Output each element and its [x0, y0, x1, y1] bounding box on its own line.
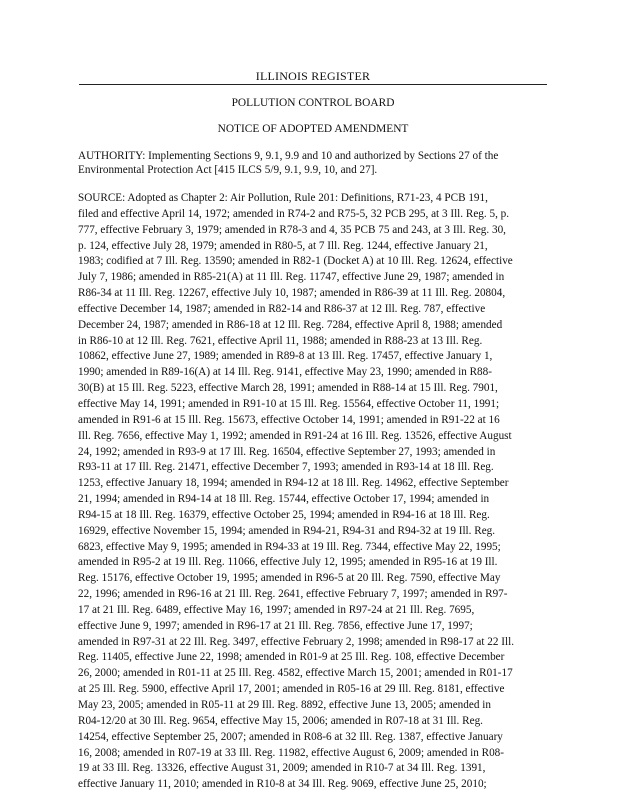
source-line: effective January 11, 2010; amended in R10-8 at 34 Ill. Reg. 9069, effective June 25, 2010; [78, 778, 487, 791]
source-line: 30(B) at 15 Ill. Reg. 5223, effective March 28, 1991; amended in R88-14 at 15 Ill. Reg. 7901, [78, 382, 498, 395]
source-line: R86-34 at 11 Ill. Reg. 12267, effective July 10, 1987; amended in R86-39 at 11 Ill. Reg. 20804, [78, 287, 506, 300]
source-line: 1983; codified at 7 Ill. Reg. 13590; amended in R82-1 (Docket A) at 10 Ill. Reg. 12624, effective [78, 255, 513, 268]
authority-line: Environmental Protection Act [415 ILCS 5/9, 9.1, 9.9, 10, and 27]. [78, 163, 378, 176]
source-line: Ill. Reg. 7656, effective May 1, 1992; amended in R91-24 at 16 Ill. Reg. 13526, effective August [78, 429, 512, 442]
source-paragraph [78, 191, 550, 793]
source-line: 17 at 21 Ill. Reg. 6489, effective May 16, 1997; amended in R97-24 at 21 Ill. Reg. 7695, [78, 603, 475, 616]
source-line: May 23, 2005; amended in R05-11 at 29 Ill. Reg. 8892, effective June 13, 2005; amended in [78, 699, 491, 711]
source-line: amended in R97-31 at 22 Ill. Reg. 3497, effective February 2, 1998; amended in R98-17 at 22 Ill. [78, 635, 515, 648]
source-line: 21, 1994; amended in R94-14 at 18 Ill. Reg. 15744, effective October 17, 1994; amended in [78, 493, 490, 506]
source-line: R93-11 at 17 Ill. Reg. 21471, effective December 7, 1993; amended in R93-14 at 18 Ill. Reg. [78, 461, 494, 474]
source-line: Reg. 15176, effective October 19, 1995; amended in R96-5 at 20 Ill. Reg. 7590, effective May [78, 572, 501, 585]
source-line: in R86-10 at 12 Ill. Reg. 7621, effective April 11, 1988; amended in R88-23 at 13 Ill. Reg. [78, 334, 483, 347]
source-line: December 24, 1987; amended in R86-18 at 12 Ill. Reg. 7284, effective April 8, 1988; amended [78, 318, 503, 331]
source-line: SOURCE: Adopted as Chapter 2: Air Pollution, Rule 201: Definitions, R71-23, 4 PCB 191, [78, 192, 488, 204]
source-line: filed and effective April 14, 1972; amended in R74-2 and R75-5, 32 PCB 295, at 3 Ill. Reg. 5, p. [78, 207, 510, 220]
authority-paragraph [78, 150, 550, 178]
register-title: ILLINOIS REGISTER [255, 69, 371, 83]
source-line: 16, 2008; amended in R07-19 at 33 Ill. Reg. 11982, effective August 6, 2009; amended in R08- [78, 746, 504, 759]
board-title: POLLUTION CONTROL BOARD [231, 97, 395, 109]
source-line: p. 124, effective July 28, 1979; amended in R80-5, at 7 Ill. Reg. 1244, effective January 21, [78, 239, 488, 252]
authority-line: AUTHORITY: Implementing Sections 9, 9.1, 9.9 and 10 and authorized by Sections 27 of the [78, 150, 499, 162]
source-line: effective December 14, 1987; amended in R82-14 and R86-37 at 12 Ill. Reg. 787, effective [78, 302, 486, 315]
source-line: effective May 14, 1991; amended in R91-10 at 15 Ill. Reg. 15564, effective October 11, 1991; [78, 397, 500, 410]
source-line: effective June 9, 1997; amended in R96-17 at 21 Ill. Reg. 7856, effective June 17, 1997; [78, 619, 473, 632]
source-line: amended in R91-6 at 15 Ill. Reg. 15673, effective October 14, 1991; amended in R91-22 at 16 [78, 413, 500, 426]
header-rule [79, 84, 547, 85]
source-line: amended in R95-2 at 19 Ill. Reg. 11066, effective July 12, 1995; amended in R95-16 at 19 Ill. [78, 556, 498, 569]
source-line: 6823, effective May 9, 1995; amended in R94-33 at 19 Ill. Reg. 7344, effective May 22, 1995; [78, 540, 501, 553]
source-line: at 25 Ill. Reg. 5900, effective April 17, 2001; amended in R05-16 at 29 Ill. Reg. 8181, effective [78, 683, 505, 696]
source-line: 19 at 33 Ill. Reg. 13326, effective August 31, 2009; amended in R10-7 at 34 Ill. Reg. 1391, [78, 762, 486, 775]
source-line: 1990; amended in R89-16(A) at 14 Ill. Reg. 9141, effective May 23, 1990; amended in R88- [78, 366, 492, 379]
source-line: July 7, 1986; amended in R85-21(A) at 11 Ill. Reg. 11747, effective June 29, 1987; amended in [78, 271, 505, 284]
header-rule-mark [118, 84, 140, 85]
source-line: 26, 2000; amended in R01-11 at 25 Ill. Reg. 4582, effective March 15, 2001; amended in R01-17 [78, 667, 513, 680]
source-line: 16929, effective November 15, 1994; amended in R94-21, R94-31 and R94-32 at 19 Ill. Reg. [78, 524, 496, 537]
source-line: 24, 1992; amended in R93-9 at 17 Ill. Reg. 16504, effective September 27, 1993; amended in [78, 445, 496, 458]
notice-title: NOTICE OF ADOPTED AMENDMENT [217, 123, 409, 135]
source-line: 1253, effective January 18, 1994; amended in R94-12 at 18 Ill. Reg. 14962, effective September [78, 477, 509, 490]
source-line: R04-12/20 at 30 Ill. Reg. 9654, effective May 15, 2006; amended in R07-18 at 31 Ill. Reg. [78, 714, 483, 727]
source-line: Reg. 11405, effective June 22, 1998; amended in R01-9 at 25 Ill. Reg. 108, effective December [78, 651, 505, 664]
source-line: 10862, effective June 27, 1989; amended in R89-8 at 13 Ill. Reg. 17457, effective January 1, [78, 350, 493, 363]
source-line: R94-15 at 18 Ill. Reg. 16379, effective October 25, 1994; amended in R94-16 at 18 Ill. Reg. [78, 508, 490, 521]
source-line: 14254, effective September 25, 2007; amended in R08-6 at 32 Ill. Reg. 1387, effective January [78, 730, 503, 743]
source-line: 22, 1996; amended in R96-16 at 21 Ill. Reg. 2641, effective February 7, 1997; amended in R97- [78, 588, 508, 601]
source-line: 777, effective February 3, 1979; amended in R78-3 and 4, 35 PCB 75 and 243, at 3 Ill. Reg. 30, [78, 223, 506, 236]
